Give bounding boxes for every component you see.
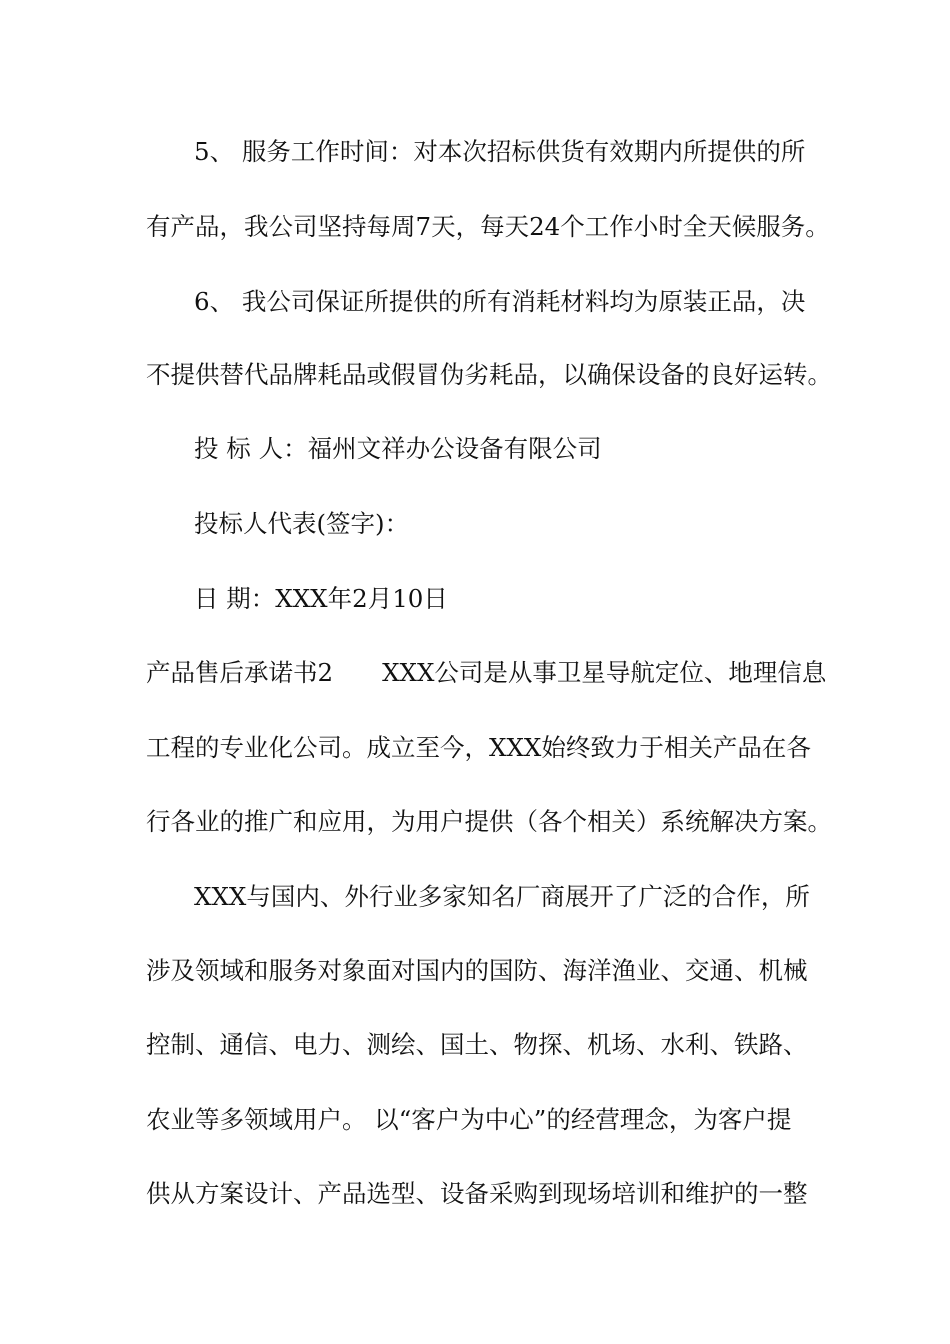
paragraph-line: 农业等多领域用户。 以“客户为中心”的经营理念，为客户提 <box>146 1105 792 1134</box>
bidder-representative-line: 投标人代表(签字)： <box>194 509 410 538</box>
bidder-line: 投 标 人：福州文祥办公设备有限公司 <box>194 434 602 463</box>
paragraph-line: 产品售后承诺书2 XXX公司是从事卫星导航定位、地理信息 <box>146 658 827 687</box>
paragraph-line: 不提供替代品牌耗品或假冒伪劣耗品，以确保设备的良好运转。 <box>146 360 832 389</box>
paragraph-line: 行各业的推广和应用，为用户提供（各个相关）系统解决方案。 <box>146 807 832 836</box>
date-line: 日 期：XXX年2月10日 <box>194 584 448 613</box>
paragraph-line: 涉及领域和服务对象面对国内的国防、海洋渔业、交通、机械 <box>146 956 808 985</box>
paragraph-line: 有产品，我公司坚持每周7天，每天24个工作小时全天候服务。 <box>146 212 830 241</box>
paragraph-line: XXX与国内、外行业多家知名厂商展开了广泛的合作，所 <box>194 882 810 911</box>
paragraph-line: 6、 我公司保证所提供的所有消耗材料均为原装正品，决 <box>194 287 806 316</box>
paragraph-line: 5、 服务工作时间：对本次招标供货有效期内所提供的所 <box>194 137 806 166</box>
paragraph-line: 控制、通信、电力、测绘、国土、物探、机场、水利、铁路、 <box>146 1030 808 1059</box>
paragraph-line: 工程的专业化公司。成立至今，XXX始终致力于相关产品在各 <box>146 733 811 762</box>
paragraph-line: 供从方案设计、产品选型、设备采购到现场培训和维护的一整 <box>146 1179 808 1208</box>
